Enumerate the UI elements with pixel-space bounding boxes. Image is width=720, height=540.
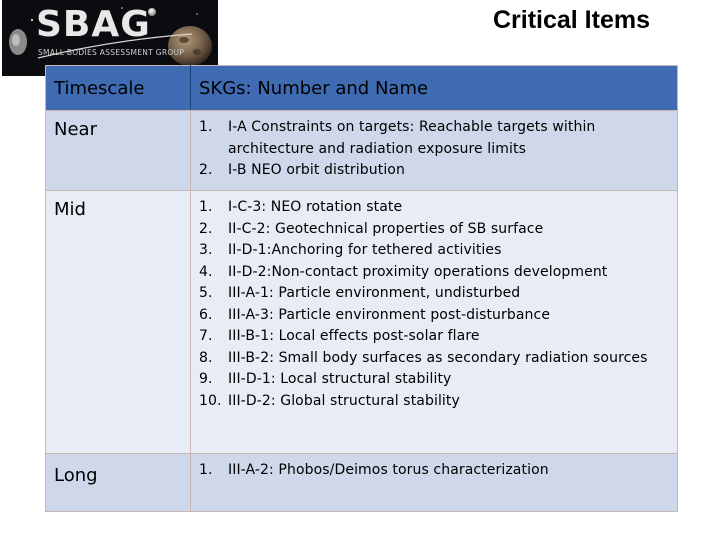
skg-list bbox=[199, 197, 677, 412]
skg-cell bbox=[191, 191, 678, 454]
list-item: 9. III-D-1: Local structural stability bbox=[199, 371, 452, 387]
skg-cell bbox=[191, 454, 678, 512]
list-item: 2. I-B NEO orbit distribution bbox=[199, 162, 405, 178]
timescale-cell: Near bbox=[46, 111, 191, 191]
skg-list bbox=[199, 460, 677, 482]
list-item: 7. III-B-1: Local effects post-solar flare bbox=[199, 328, 480, 344]
table-row-mid bbox=[46, 191, 678, 454]
list-item: 8. III-B-2: Small body surfaces as secondary radiation sources bbox=[199, 349, 648, 366]
table-row-long bbox=[46, 454, 678, 512]
table-row-near bbox=[46, 111, 678, 191]
logo-text: SBAG bbox=[36, 4, 151, 45]
timescale-header: Timescale bbox=[46, 66, 191, 111]
list-item: 1. I-C-3: NEO rotation state bbox=[199, 199, 403, 215]
list-item: 4. II-D-2:Non-contact proximity operations development bbox=[199, 263, 608, 280]
critical-items-table bbox=[45, 65, 678, 512]
list-item: 2. II-C-2: Geotechnical properties of SB surface bbox=[199, 220, 544, 237]
list-item: 1. III-A-2: Phobos/Deimos torus characterization bbox=[199, 462, 549, 478]
timescale-cell: Mid bbox=[46, 191, 191, 454]
list-item: 10. III-D-2: Global structural stability bbox=[199, 392, 460, 409]
skg-cell bbox=[191, 111, 678, 191]
timescale-cell: Long bbox=[46, 454, 191, 512]
list-item: 1. I-A Constraints on targets: Reachable targets within architecture and radiation exposure limits bbox=[199, 119, 596, 157]
list-item: 5. III-A-1: Particle environment, undisturbed bbox=[199, 285, 521, 301]
skg-list bbox=[199, 117, 677, 182]
page-title: Critical Items bbox=[492, 6, 650, 34]
table-header-row bbox=[46, 66, 678, 111]
list-item: 3. II-D-1:Anchoring for tethered activities bbox=[199, 242, 502, 258]
skgs-header: SKGs: Number and Name bbox=[191, 66, 678, 111]
list-item: 6. III-A-3: Particle environment post-disturbance bbox=[199, 306, 551, 323]
logo-subtitle: SMALL BODIES ASSESSMENT GROUP bbox=[38, 48, 185, 57]
